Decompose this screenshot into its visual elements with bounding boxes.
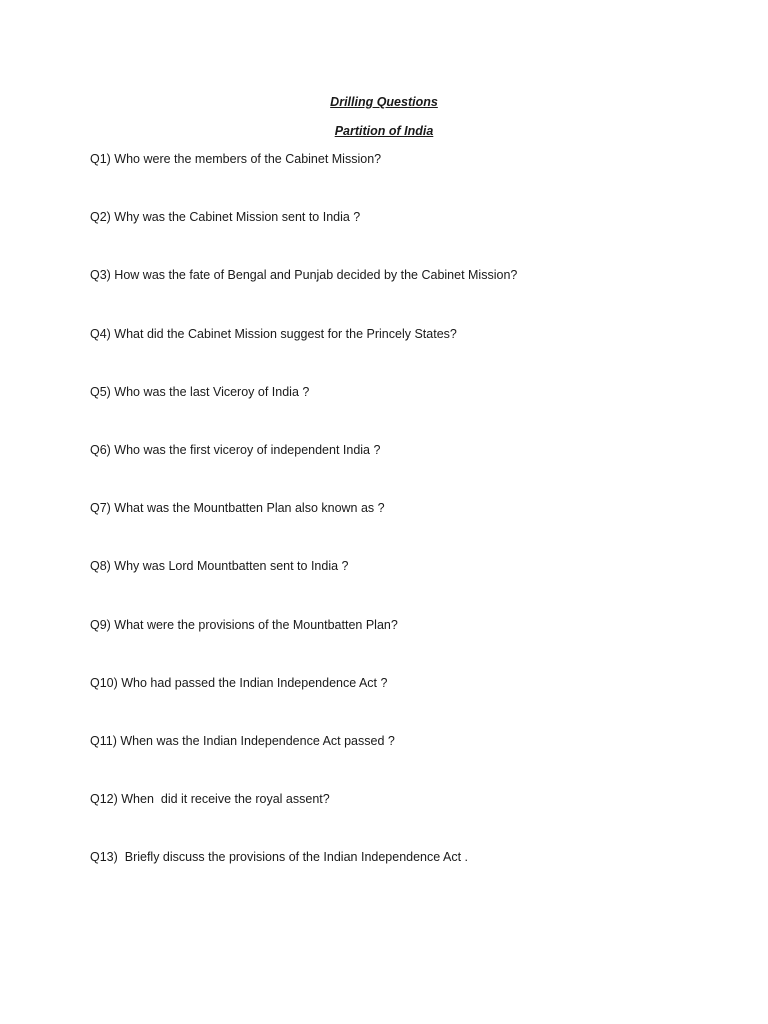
question-item: Q10) Who had passed the Indian Independence Act ?	[90, 675, 388, 690]
question-item: Q2) Why was the Cabinet Mission sent to India ?	[90, 210, 361, 225]
question-list	[90, 151, 730, 907]
document-subtitle: Partition of India	[334, 124, 434, 138]
question-item: Q9) What were the provisions of the Mountbatten Plan?	[90, 617, 398, 632]
document-title: Drilling Questions	[330, 95, 438, 109]
question-item: Q4) What did the Cabinet Mission suggest for the Princely States?	[90, 326, 457, 341]
question-item: Q8) Why was Lord Mountbatten sent to India ?	[90, 559, 349, 574]
question-item: Q7) What was the Mountbatten Plan also known as ?	[90, 501, 385, 516]
question-item: Q12) When did it receive the royal assent?	[90, 792, 330, 807]
question-item: Q11) When was the Indian Independence Act passed ?	[90, 733, 395, 748]
question-item: Q13) Briefly discuss the provisions of the Indian Independence Act .	[90, 850, 468, 865]
question-item: Q6) Who was the first viceroy of independent India ?	[90, 442, 381, 457]
question-item: Q1) Who were the members of the Cabinet Mission?	[90, 152, 382, 166]
question-item: Q5) Who was the last Viceroy of India ?	[90, 384, 310, 399]
question-item: Q3) How was the fate of Bengal and Punjab decided by the Cabinet Mission?	[90, 268, 518, 283]
